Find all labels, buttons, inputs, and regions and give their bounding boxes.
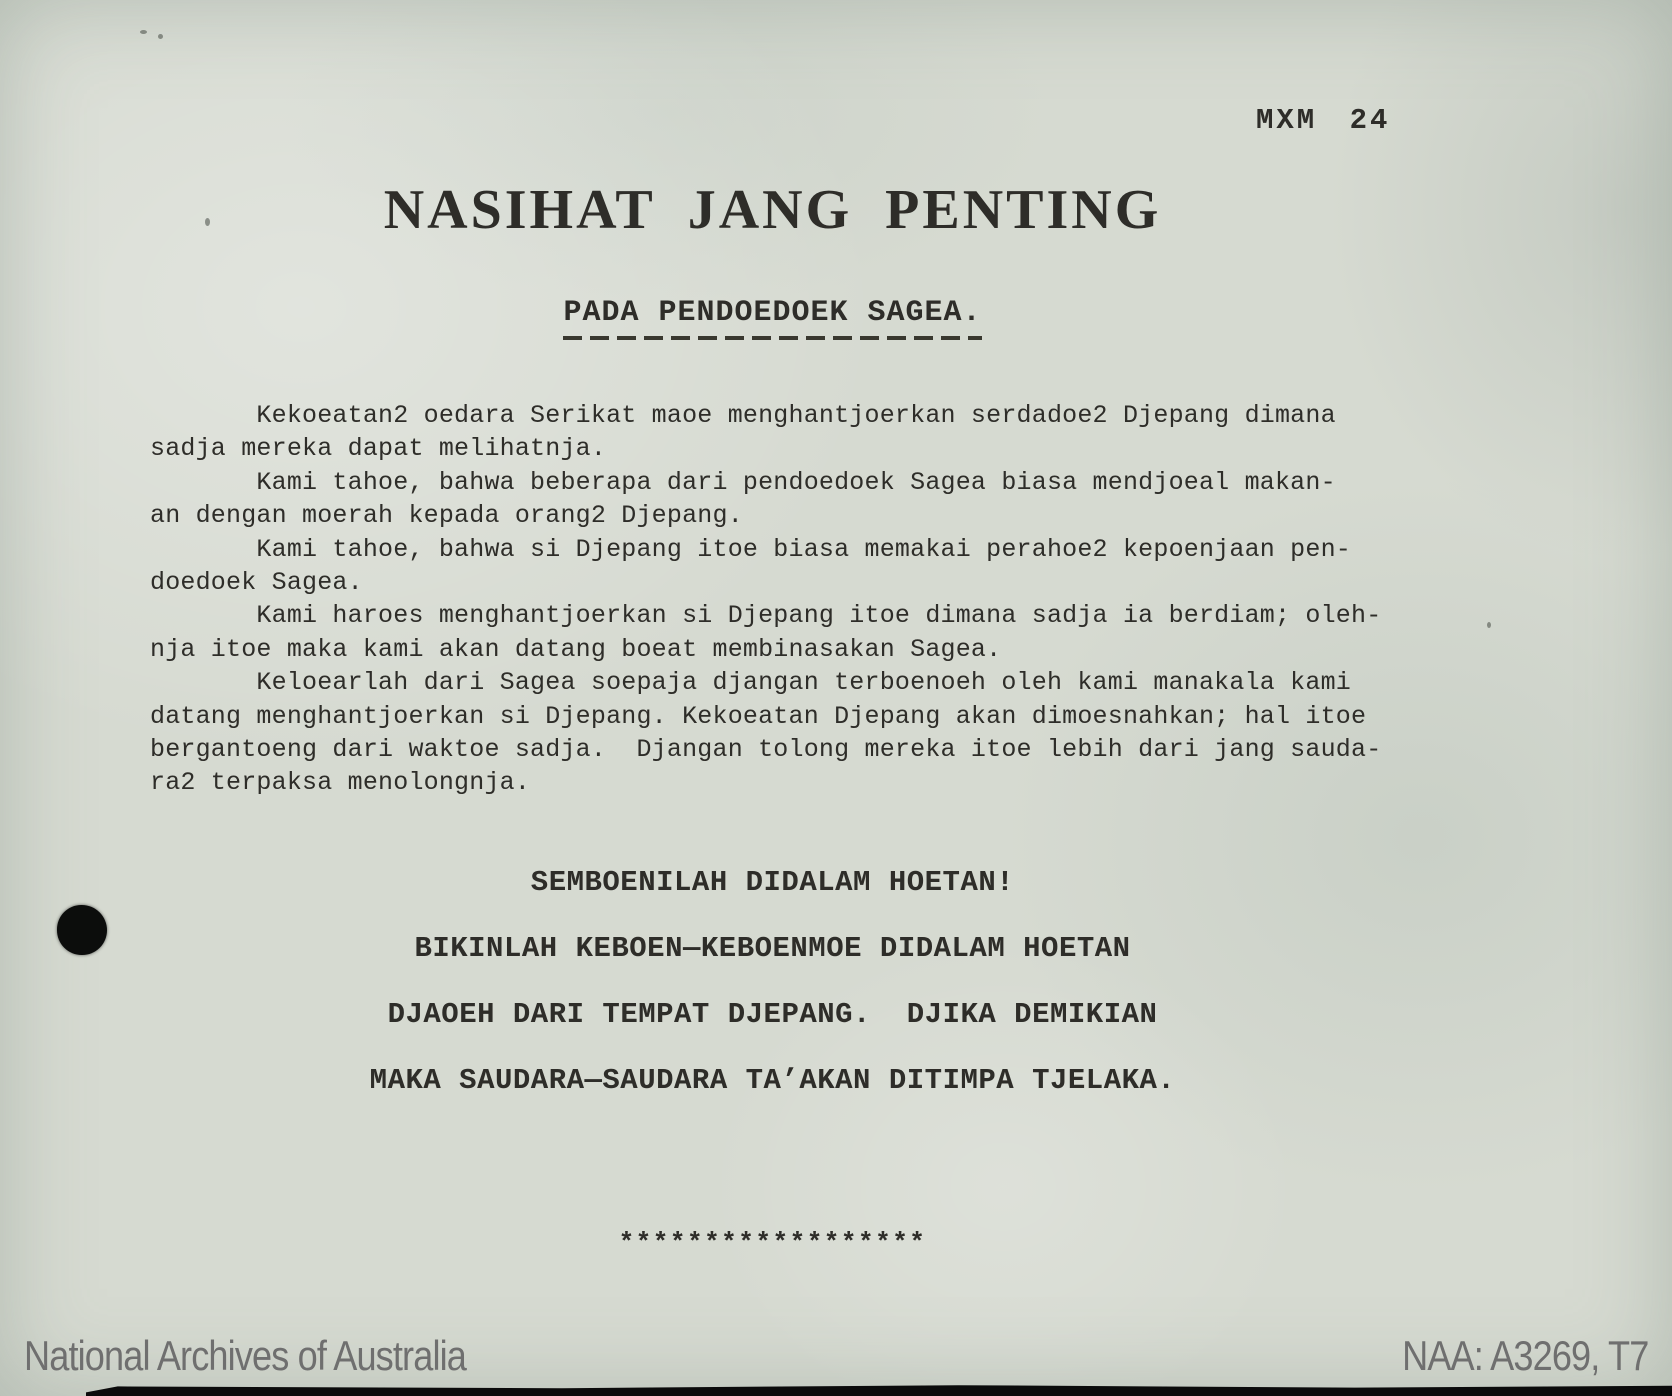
body-text-line: bergantoeng dari waktoe sadja. Djangan tolong mereka itoe lebih dari jang sauda- [150,735,1382,765]
subtitle: PADA PENDOEDOEK SAGEA. [563,296,982,330]
paper-speck [1487,622,1491,628]
body-text-line: Kekoeatan2 oedara Serikat maoe menghantjoerkan serdadoe2 Djepang dimana [150,401,1336,430]
slogan-line: MAKA SAUDARA—SAUDARA TA’AKAN DITIMPA TJELAKA. [369,1064,1176,1097]
slogan-line: SEMBOENILAH DIDALAM HOETAN! [530,866,1015,899]
body-text-line: datang menghantjoerkan si Djepang. Kekoeatan Djepang akan dimoesnahkan; hal itoe [150,701,1367,731]
body-text-line: Keloearlah dari Sagea soepaja djangan terboenoeh oleh kami manakala kami [150,668,1351,698]
body-text-line: an dengan moerah kepada orang2 Djepang. [150,501,743,531]
scan-edge-strip [86,1384,1672,1396]
body-text-line: nja itoe maka kami akan datang boeat membinasakan Sagea. [150,634,1002,664]
slogan-line: BIKINLAH KEBOEN—KEBOENMOE DIDALAM HOETAN [414,932,1131,965]
body-text-line: Kami tahoe, bahwa si Djepang itoe biasa memakai perahoe2 kepoenjaan pen- [150,534,1351,564]
body-text [150,399,1450,800]
paper-speck [140,30,147,34]
paper-speck [158,34,163,39]
archive-watermark-name: National Archives of Australia [24,1332,466,1379]
subtitle-block [0,296,1545,340]
document-ref-number: MXM 24 [1256,104,1391,137]
body-text-line: doedoek Sagea. [150,568,363,598]
body-text-line: Kami haroes menghantjoerkan si Djepang itoe dimana sadja ia berdiam; oleh- [150,601,1382,631]
subtitle-dashed-underline [563,336,981,340]
slogan-line: DJAOEH DARI TEMPAT DJEPANG. DJIKA DEMIKIAN [387,998,1158,1031]
asterisk-divider: ****************** [618,1228,927,1258]
slogan-block [0,866,1545,1130]
body-text-line: Kami tahoe, bahwa beberapa dari pendoedoek Sagea biasa mendjoeal makan- [150,467,1336,497]
archive-watermark-ref: NAA: A3269, T7 [1401,1332,1648,1379]
body-text-line: ra2 terpaksa menolongnja. [150,768,531,798]
paper-speck [205,218,210,226]
hole-punch [57,905,107,955]
page-title: NASIHAT JANG PENTING [383,179,1162,241]
body-text-line: sadja mereka dapat melihatnja. [150,434,607,464]
